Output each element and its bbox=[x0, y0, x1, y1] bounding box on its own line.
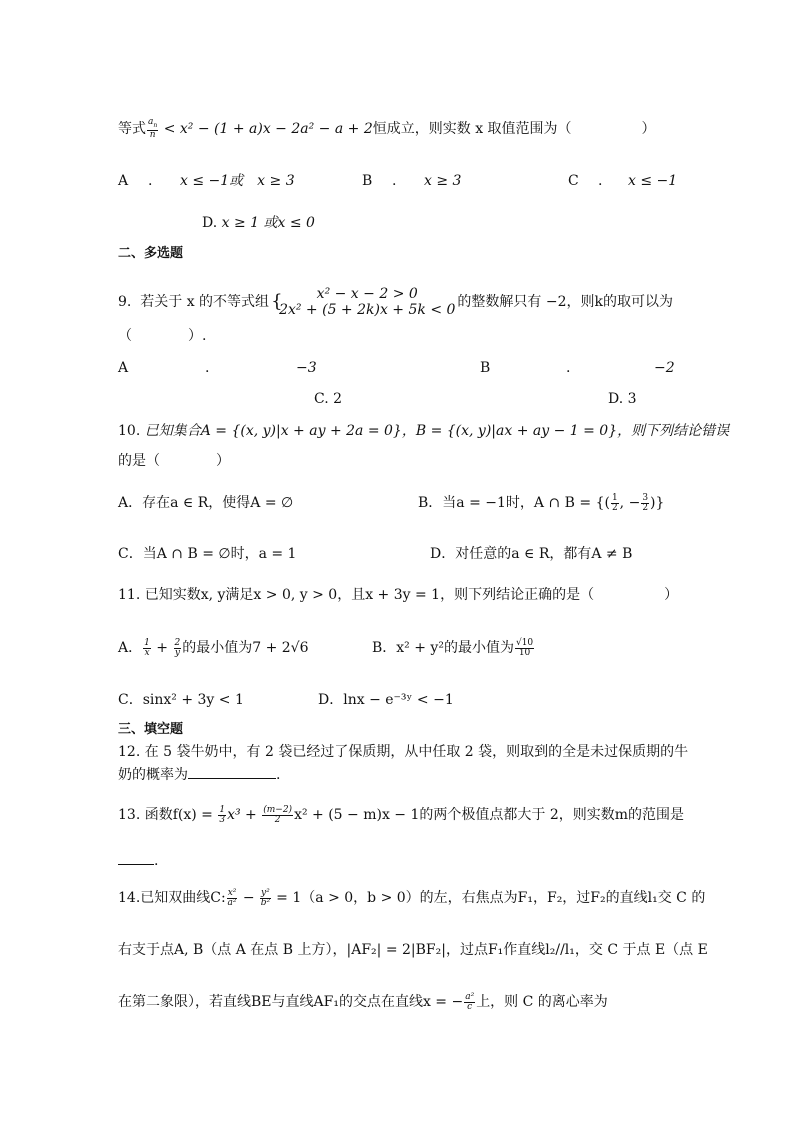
q9-option-c: C. 2 bbox=[314, 391, 343, 407]
q11-option-d: D．lnx − e⁻³ʸ < −1 bbox=[318, 692, 454, 708]
section-heading-fill: 三、填空题 bbox=[118, 722, 184, 737]
q9-option-a: A bbox=[118, 360, 129, 376]
q10-option-c: C．当A ∩ B = ∅时，a = 1 bbox=[118, 546, 297, 562]
q9-option-b-dot: . bbox=[566, 360, 571, 376]
section-heading-multi: 二、多选题 bbox=[118, 246, 184, 261]
q14-stem-line2: 右支于点A, B（点 A 在点 B 上方），|AF₂| = 2|BF₂|，过点F₁作直线l₂//l₁，交 C 于点 E（点 E bbox=[118, 942, 708, 958]
q8-option-b-dot: . bbox=[392, 173, 397, 189]
q13-stem: 13. 函数f(x) = $\frac{1}{3}$ x³ + $\frac{(m-2)}{2}$ x² + (5 − m)x − 1的两个极值点都大于 2，则实数m的范围是 bbox=[118, 804, 685, 825]
q8-option-a-text: x ≤ −1或 x ≥ 3 bbox=[180, 173, 295, 189]
q10-option-b: B．当a = −1时，A ∩ B = {( $\frac{1}{2}$ , − $\frac{3}{2}$ )} bbox=[418, 492, 665, 513]
q11-option-c: C．sinx² + 3y < 1 bbox=[118, 692, 244, 708]
q12-answer-blank[interactable] bbox=[188, 764, 276, 779]
q10-stem: 10. 已知集合A = {(x, y)|x + ay + 2a = 0}，B = {(x, y)|ax + ay − 1 = 0}，则下列结论错误 bbox=[118, 423, 730, 439]
q10-stem-line2: 的是（ ） bbox=[118, 453, 230, 469]
q9-option-d: D. 3 bbox=[608, 391, 637, 407]
q8-option-b-text: x ≥ 3 bbox=[424, 173, 462, 189]
q12-stem: 12. 在 5 袋牛奶中，有 2 袋已经过了保质期，从中任取 2 袋，则取到的全是未过保质期的牛 bbox=[118, 744, 689, 760]
q8-fraction: $\frac{a_n}{n}$ bbox=[148, 117, 158, 140]
q9-stem-line2: （ ）. bbox=[118, 328, 207, 344]
q14-stem-line1: 14.已知双曲线C: $\frac{\text{x²}}{\text{a²}}$ − $\frac{\text{y²}}{\text{b²}}$ = 1（a > 0，b > 0）的左，右焦点为F₁，F₂，过F₂的直线l₁交 C 的 bbox=[118, 887, 706, 908]
q8-option-c: C bbox=[568, 173, 579, 189]
q8-option-a: A bbox=[118, 173, 129, 189]
q9-option-a-value: −3 bbox=[296, 360, 317, 376]
q10-option-a: A．存在a ∈ R，使得A = ∅ bbox=[118, 495, 294, 511]
q9-option-a-dot: . bbox=[205, 360, 210, 376]
q8-stem-suffix: 恒成立，则实数 x 取值范围为（ ） bbox=[372, 120, 656, 137]
q8-option-c-dot: . bbox=[598, 173, 603, 189]
q8-option-a-dot: . bbox=[148, 173, 153, 189]
q8-option-c-text: x ≤ −1 bbox=[628, 173, 678, 189]
q9-inequality-system: { x² − x − 2 > 0 2x² + (5 + 2k)x + 5k < 0 bbox=[271, 286, 456, 318]
q11-option-b: B．x² + y²的最小值为 $\frac{√10}{10}$ bbox=[372, 637, 534, 658]
q11-option-a: A． $\frac{1}{x}$ + $\frac{2}{y}$ 的最小值为7 + 2√6 bbox=[118, 637, 309, 658]
q12-stem-line2: 奶的概率为 . bbox=[118, 764, 280, 785]
q8-option-d: D. x ≥ 1 或x ≤ 0 bbox=[202, 215, 315, 231]
q8-inequality: < x² − (1 + a)x − 2a² − a + 2 bbox=[159, 120, 373, 137]
q11-stem: 11. 已知实数x, y满足x > 0, y > 0，且x + 3y = 1，则下列结论正确的是（ ） bbox=[118, 587, 679, 603]
q10-option-d: D．对任意的a ∈ R，都有A ≠ B bbox=[430, 546, 633, 562]
q9-option-b: B bbox=[480, 360, 491, 376]
q13-answer-blank[interactable] bbox=[118, 850, 154, 865]
q8-stem bbox=[118, 118, 656, 140]
q14-stem-line3: 在第二象限），若直线BE与直线AF₁的交点在直线x = − $\frac{\text{a²}}{c}$ 上，则 C 的离心率为 bbox=[118, 991, 608, 1012]
q8-stem-prefix: 等式 bbox=[118, 120, 146, 137]
q8-option-b: B bbox=[362, 173, 373, 189]
q9-stem: 9. 若关于 x 的不等式组 { x² − x − 2 > 0 2x² + (5 + 2k)x + 5k < 0 的整数解只有 −2，则k的取可以为 bbox=[118, 286, 673, 318]
q9-option-b-value: −2 bbox=[654, 360, 675, 376]
q13-stem-line2: . bbox=[118, 850, 158, 871]
